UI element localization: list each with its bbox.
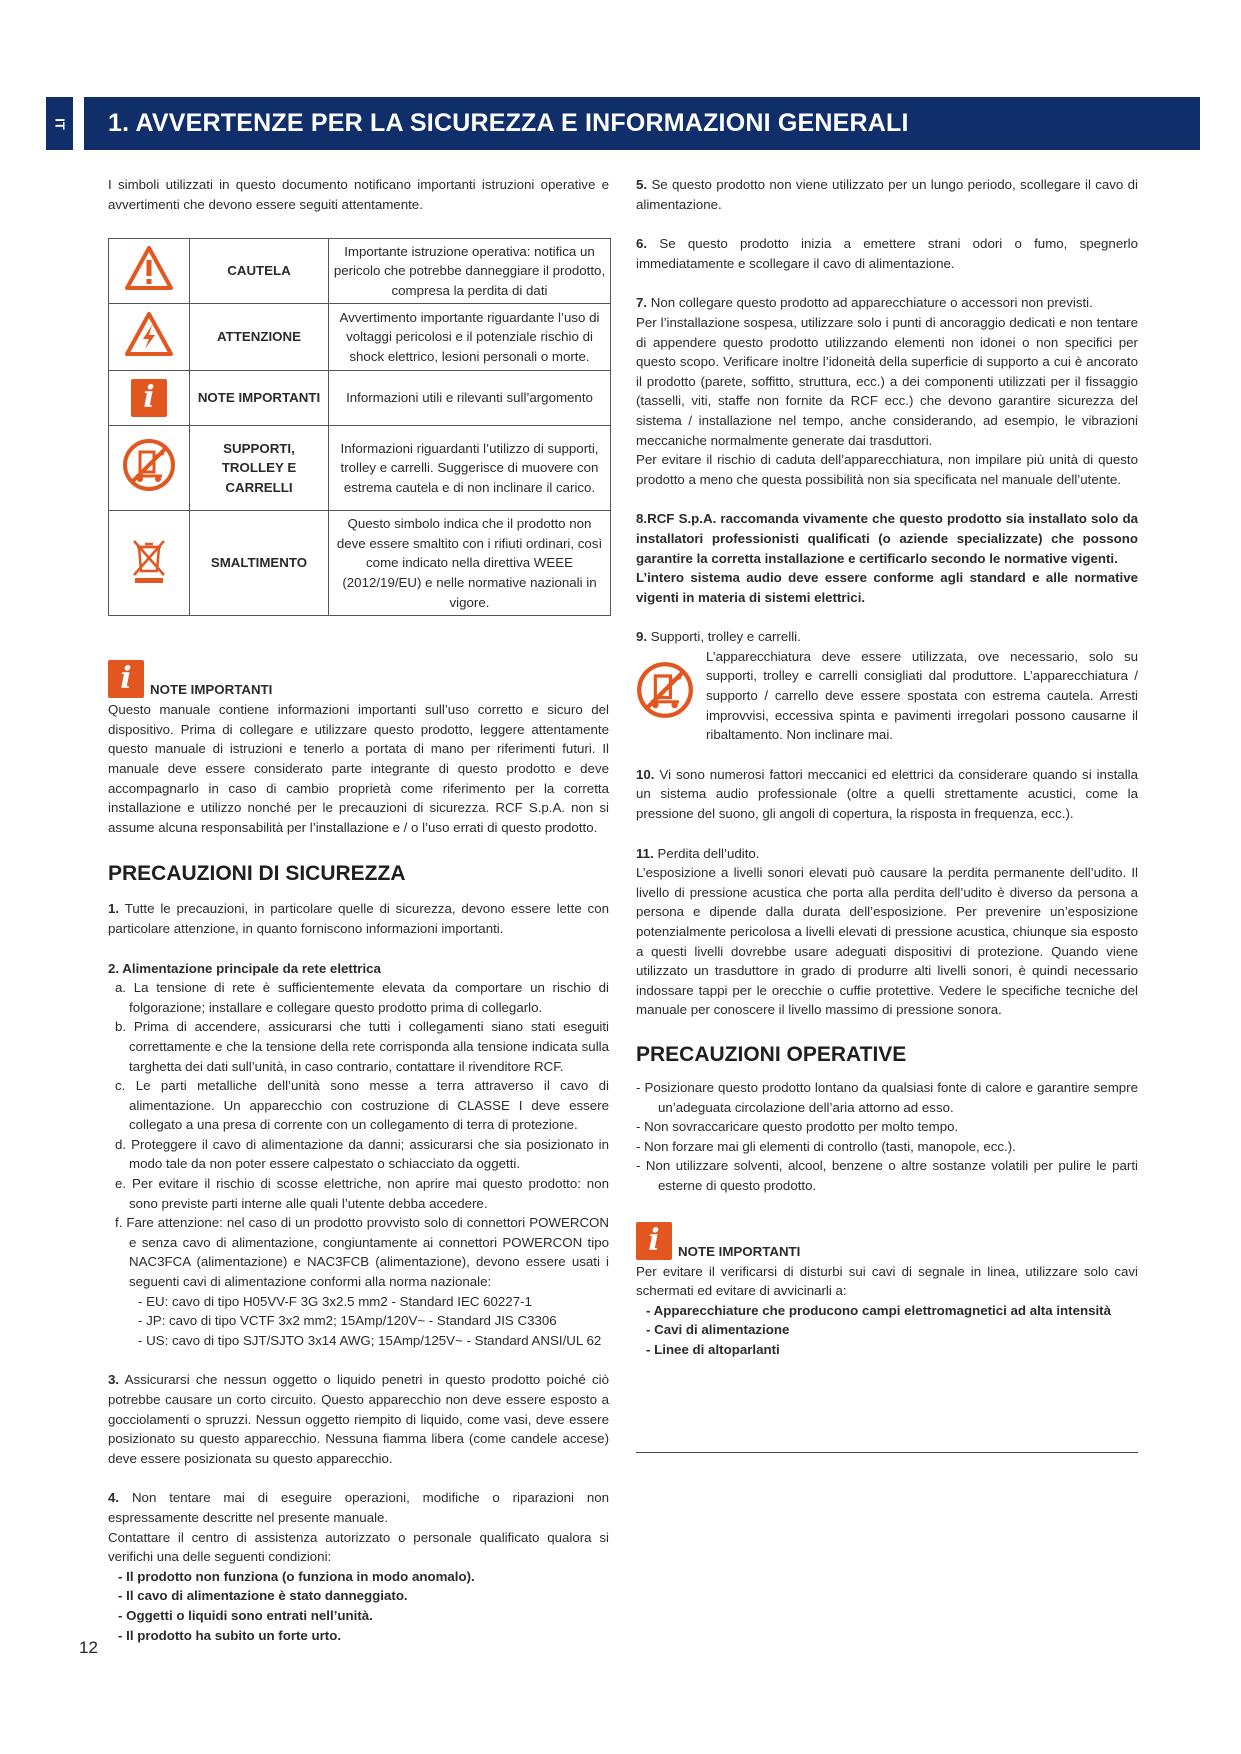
symbol-name: SMALTIMENTO — [190, 511, 329, 616]
symbol-name: NOTE IMPORTANTI — [190, 371, 329, 426]
right-column — [636, 175, 1138, 1360]
list-item: - Non forzare mai gli elementi di controllo (tasti, manopole, ecc.). — [636, 1138, 1016, 1154]
list-item: d. Proteggere il cavo di alimentazione da danni; assicurarsi che sia posizionato in modo tale da non poter essere calpestato o schiacciato da oggetti. — [115, 1136, 609, 1172]
safety-p4: 4. Non tentare mai di eseguire operazioni, modifiche o riparazioni non espressamente descritte nel presente manuale. — [108, 1490, 610, 1525]
list-item: c. Le parti metalliche dell’unità sono messe a terra attraverso il cavo di alimentazione. Un apparecchio con costruzione di CLASSE I deve essere collegato a una presa di corrente con un collegamento di terra di protezione. — [115, 1078, 609, 1133]
safety-p9: 9. Supporti, trolley e carrelli. — [636, 629, 801, 645]
safety-p7b: Per l’installazione sospesa, utilizzare solo i punti di ancoraggio dedicati e non tentare di appendere questo prodotto utilizzando elementi non idonei o non specifici per questo scopo. Verificare inoltre l’idoneità della superficie di supporto a cui è ancorato il prodotto (parete, soffitto, struttura, ecc.) a dei componenti utilizzati per il fissaggio (tasselli, viti, staffe non fornite da RCF ecc.) che devono garantire sicurezza del sistema / installazione nel tempo, anche considerando, ad esempio, le vibrazioni meccaniche normalmente generate dai trasduttori. — [636, 314, 1138, 448]
info-box: i — [131, 379, 167, 417]
list-item: - Non sovraccaricare questo prodotto per molto tempo. — [636, 1119, 959, 1135]
note-header — [636, 1222, 1138, 1260]
note-header — [108, 660, 609, 698]
symbol-desc: Importante istruzione operativa: notifica un pericolo che potrebbe danneggiare il prodotto, compresa la perdita di dati — [329, 239, 611, 304]
section-header — [84, 97, 1200, 150]
table-row — [109, 371, 611, 426]
note-text: Per evitare il verificarsi di disturbi sui cavi di segnale in linea, utilizzare solo cavi schermati ed evitare di avvicinarli a: — [636, 1263, 1138, 1299]
safety-p8: 8.RCF S.p.A. raccomanda vivamente che questo prodotto sia installato solo da installatori professionisti qualificati (o aziende specializzate) che possono garantire la corretta installazione e certificarlo secondo le normative vigenti. — [636, 511, 1138, 566]
language-tab — [46, 97, 73, 150]
cable-item: - JP: cavo di tipo VCTF 3x2 mm2; 15Amp/120V~ - Standard JIS C3306 — [138, 1313, 557, 1329]
list-item: - Oggetti o liquidi sono entrati nell’unità. — [118, 1607, 373, 1623]
symbols-table — [108, 238, 611, 616]
left-column — [108, 175, 609, 1645]
info-icon: i — [108, 660, 144, 698]
safety-p7: 7. Non collegare questo prodotto ad apparecchiature o accessori non previsti. — [636, 295, 1093, 311]
symbol-desc: Informazioni riguardanti l’utilizzo di supporti, trolley e carrelli. Suggerisce di muovere con estrema cautela e di non inclinare il carico. — [329, 426, 611, 511]
symbol-desc: Avvertimento importante riguardante l’uso di voltaggi pericolosi e il potenziale rischio di shock elettrico, lesioni personali o morte. — [329, 304, 611, 371]
symbol-name: ATTENZIONE — [190, 304, 329, 371]
symbol-name: SUPPORTI, TROLLEY E CARRELLI — [190, 426, 329, 511]
list-item: - Non utilizzare solventi, alcool, benzene o altre sostanze volatili per pulire le parti esterne di questo prodotto. — [636, 1158, 1138, 1193]
list-item: - Il prodotto ha subito un forte urto. — [118, 1627, 342, 1643]
list-item: - Linee di altoparlanti — [646, 1341, 780, 1357]
page-title: 1. AVVERTENZE PER LA SICUREZZA E INFORMAZIONI GENERALI — [108, 109, 909, 137]
symbol-desc: Questo simbolo indica che il prodotto non deve essere smaltito con i rifiuti ordinari, così come indicato nella direttiva WEEE (2012/19/EU) e nelle normative nazionali in vigore. — [329, 511, 611, 616]
table-row — [109, 304, 611, 371]
note-text: Questo manuale contiene informazioni importanti sull’uso corretto e sicuro del dispositivo. Prima di collegare e utilizzare questo prodotto, leggere attentamente questo manuale di istruzioni e tenerlo a portata di mano per riferimenti futuri. Il manuale deve essere considerato parte integrante di questo prodotto e deve accompagnarlo in caso di cambio proprietà come riferimento per la corretta installazione e utilizzo nonché per le precauzioni di sicurezza. RCF S.p.A. non si assume alcuna responsabilità per l’installazione e / o l’uso errati di questo prodotto. — [108, 702, 609, 835]
list-item: f. Fare attenzione: nel caso di un prodotto provvisto solo di connettori POWERCON e senza cavo di alimentazione, congiuntamente ai connettori POWERCON tipo NAC3FCA (alimentazione) e NAC3FCB (alimentazione), devono essere usati i seguenti cavi di alimentazione conformi alla norma nazionale: — [115, 1215, 609, 1290]
safety-p8b: L’intero sistema audio deve essere conforme agli standard e alle normative vigenti in materia di sistemi elettrici. — [636, 570, 1138, 605]
cable-item: - EU: cavo di tipo H05VV-F 3G 3x2.5 mm2 - Standard IEC 60227-1 — [138, 1293, 532, 1309]
safety-p1: 1. Tutte le precauzioni, in particolare quelle di sicurezza, devono essere lette con particolare attenzione, in quanto forniscono informazioni importanti. — [108, 901, 609, 936]
electric-shock-icon — [109, 304, 190, 371]
safety-p11b: L’esposizione a livelli sonori elevati può causare la perdita permanente dell’udito. Il livello di pressione acustica che porta alla perdita dell’udito è diverso da persona a persona e dipende dalla durata dell’esposizione. Per prevenire un’esposizione potenzialmente pericolosa a livelli elevati di pressione acustica, chiunque sia esposto a questi livelli dovrebbe usare adeguati dispositivi di protezione. Quando viene utilizzato un trasduttore in grado di produrre alti livelli sonori, è quindi necessario indossare tappi per le orecchie o cuffie protettive. Vedere le specifiche tecniche del manuale per conoscere il livello massimo di pressione sonora. — [636, 865, 1138, 1018]
table-row — [109, 426, 611, 511]
language-label: IT — [52, 117, 67, 130]
list-item: b. Prima di accendere, assicurarsi che tutti i collegamenti siano stati eseguiti correttamente e che la tensione della rete corrisponda alla tensione indicata sulla targhetta dei dati sull’unità, in caso contrario, contattare il rivenditore RCF. — [115, 1019, 609, 1074]
safety-p3: 3. Assicurarsi che nessun oggetto o liquido penetri in questo prodotto poiché ciò potrebbe causare un corto circuito. Questo apparecchio non deve essere esposto a gocciolamenti o spruzzi. Nessun oggetto riempito di liquido, come vasi, deve essere posizionato su questo apparecchio. Nessuna fiamma libera (come candele accese) deve essere posizionata su questo apparecchio. — [108, 1372, 610, 1466]
page-number: 12 — [79, 1638, 98, 1657]
safety-p4b: Contattare il centro di assistenza autorizzato o personale qualificato qualora si verifichi una delle seguenti condizioni: — [108, 1529, 609, 1565]
trolley-icon — [636, 661, 706, 725]
note-title: NOTE IMPORTANTI — [678, 1243, 801, 1259]
safety-p7c: Per evitare il rischio di caduta dell’apparecchiatura, non impilare più unità di questo prodotto a meno che questa possibilità non sia specificata nel manuale dell’utente. — [636, 452, 1138, 487]
symbol-name: CAUTELA — [190, 239, 329, 304]
safety-heading: PRECAUZIONI DI SICUREZZA — [108, 862, 406, 886]
safety-p9b: L’apparecchiatura deve essere utilizzata, ove necessario, solo su supporti, trolley e carrelli consigliati dal produttore. L’apparecchiatura / supporto / carrello deve essere spostata con estrema cautela. Arresti improvvisi, eccessiva spinta e pavimenti irregolari possono causarne il ribaltamento. Non inclinare mai. — [706, 648, 1138, 743]
note-title: NOTE IMPORTANTI — [150, 682, 273, 698]
cable-item: - US: cavo di tipo SJT/SJTO 3x14 AWG; 15Amp/125V~ - Standard ANSI/UL 62 — [138, 1332, 602, 1348]
safety-p5: 5. Se questo prodotto non viene utilizzato per un lungo periodo, scollegare il cavo di alimentazione. — [636, 177, 1138, 212]
list-item: - Il cavo di alimentazione è stato danneggiato. — [118, 1588, 408, 1604]
table-row — [109, 511, 611, 616]
operative-heading: PRECAUZIONI OPERATIVE — [636, 1042, 907, 1066]
list-item: - Cavi di alimentazione — [646, 1322, 790, 1338]
safety-p2-title: 2. Alimentazione principale da rete elettrica — [108, 960, 381, 976]
intro-text: I simboli utilizzati in questo documento notificano importanti istruzioni operative e avvertimenti che devono essere seguiti attentamente. — [108, 177, 609, 212]
trolley-icon — [109, 426, 190, 511]
safety-p11: 11. Perdita dell’udito. — [636, 845, 760, 861]
list-item: - Il prodotto non funziona (o funziona in modo anomalo). — [118, 1568, 475, 1584]
list-item: e. Per evitare il rischio di scosse elettriche, non aprire mai questo prodotto: non sono previste parti interne alle quali l’utente debba accedere. — [115, 1176, 609, 1211]
symbol-desc: Informazioni utili e rilevanti sull’argomento — [329, 371, 611, 426]
caution-triangle-icon — [109, 239, 190, 304]
table-row — [109, 239, 611, 304]
weee-bin-icon — [109, 511, 190, 616]
info-icon: i — [636, 1222, 672, 1260]
info-icon — [109, 371, 190, 426]
safety-p10: 10. Vi sono numerosi fattori meccanici ed elettrici da considerare quando si installa un sistema audio professionale (oltre a quelli strettamente acustici, come la pressione del suono, gli angoli di copertura, la risposta in frequenza, ecc.). — [636, 766, 1138, 822]
trolley-note — [636, 647, 1138, 745]
list-item: a. La tensione di rete è sufficientemente elevata da comportare un rischio di folgorazione; installare e collegare questo prodotto prima di collegarlo. — [115, 980, 609, 1015]
divider — [636, 1452, 1138, 1453]
list-item: - Posizionare questo prodotto lontano da qualsiasi fonte di calore e garantire sempre un’adeguata circolazione dell’aria attorno ad esso. — [636, 1079, 1138, 1115]
list-item: - Apparecchiature che producono campi elettromagnetici ad alta intensità — [646, 1302, 1112, 1318]
safety-p6: 6. Se questo prodotto inizia a emettere strani odori o fumo, spegnerlo immediatamente e scollegare il cavo di alimentazione. — [636, 236, 1138, 271]
